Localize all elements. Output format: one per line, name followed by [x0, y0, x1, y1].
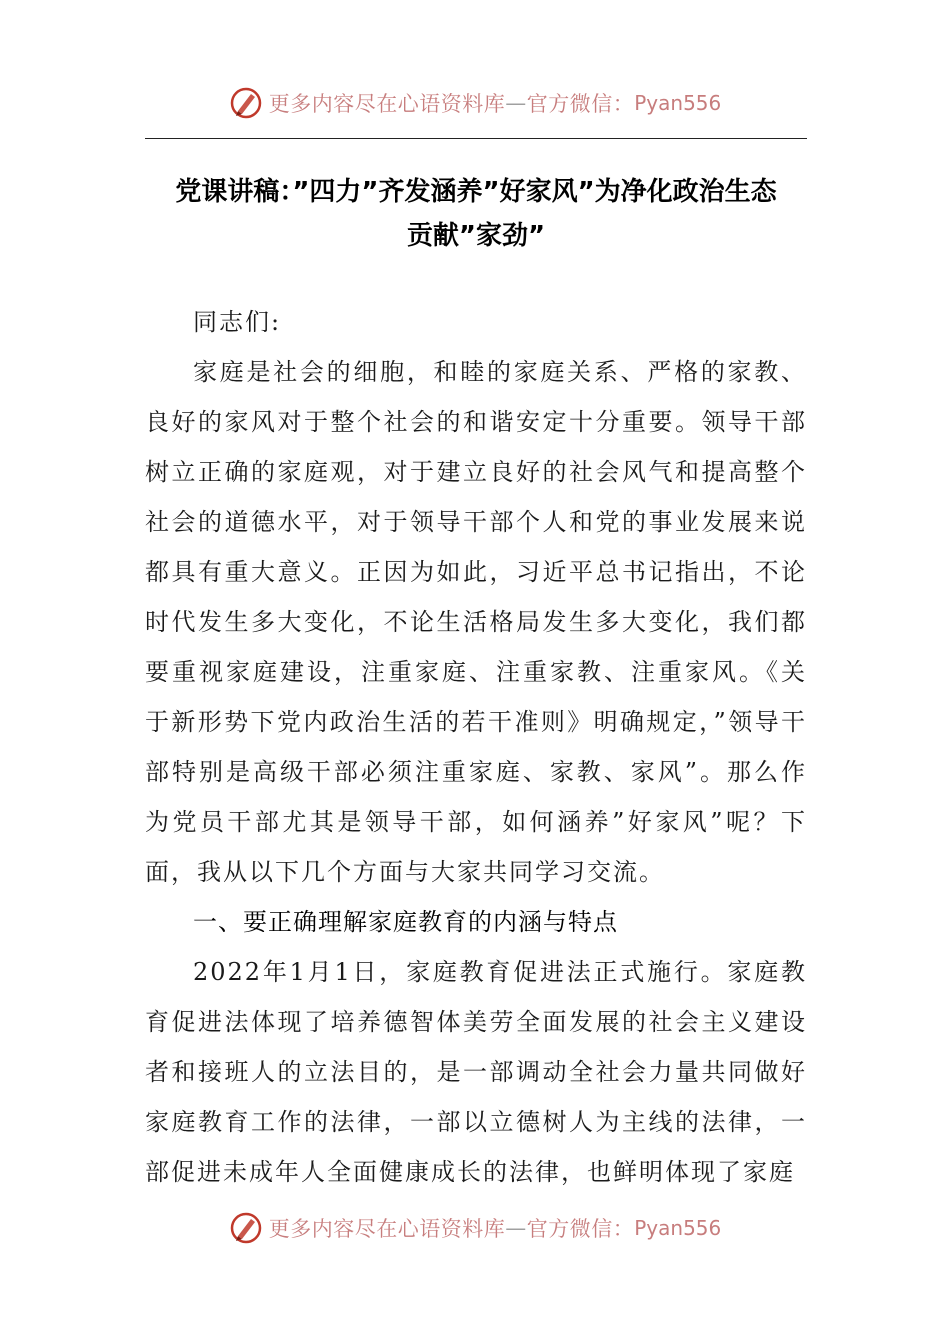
header-divider	[145, 138, 807, 139]
header-wechat-id: Pyan556	[634, 91, 722, 115]
title-line-2: 贡献”家劲”	[406, 221, 546, 251]
footer-banner-separator: —	[505, 1216, 527, 1240]
paragraph-2: 2022年1月1日，家庭教育促进法正式施行。家庭教育促进法体现了培养德智体美劳全面发展的社会主义建设者和接班人的立法目的，是一部调动全社会力量共同做好家庭教育工作的法律，一部以立德树人为主线的法律，一部促进未成年人全面健康成长的法律，也鲜明体现了家庭	[145, 958, 807, 1186]
pen-logo-icon	[229, 86, 263, 120]
header-banner-separator: —	[505, 91, 527, 115]
title-line-1: 党课讲稿：”四力”齐发涵养”好家风”为净化政治生态	[175, 177, 777, 207]
footer-banner-text: 更多内容尽在心语资料库	[268, 1217, 506, 1241]
header-wechat-label: 官方微信：	[526, 92, 635, 116]
footer-wechat-label: 官方微信：	[526, 1217, 635, 1241]
paragraph-1: 家庭是社会的细胞，和睦的家庭关系、严格的家教、良好的家风对于整个社会的和谐安定十分重要。领导干部树立正确的家庭观，对于建立良好的社会风气和提高整个社会的道德水平，对于领导干部个人和党的事业发展来说都具有重大意义。正因为如此，习近平总书记指出，不论时代发生多大变化，不论生活格局发生多大变化，我们都要重视家庭建设，注重家庭、注重家教、注重家风。《关于新形势下党内政治生活的若干准则》明确规定，”领导干部特别是高级干部必须注重家庭、家教、家风”。那么作为党员干部尤其是领导干部，如何涵养”好家风”呢？下面，我从以下几个方面与大家共同学习交流。	[145, 358, 807, 886]
footer-wechat-id: Pyan556	[634, 1216, 722, 1240]
header-banner-text: 更多内容尽在心语资料库	[268, 92, 506, 116]
header-watermark-banner	[0, 83, 950, 123]
section-heading-1: 一、要正确理解家庭教育的内涵与特点	[193, 908, 618, 936]
pen-logo-icon	[229, 1211, 263, 1245]
footer-watermark-banner	[0, 1208, 950, 1248]
document-body	[145, 297, 807, 1197]
document-title	[145, 170, 807, 258]
salutation: 同志们:	[193, 308, 282, 336]
